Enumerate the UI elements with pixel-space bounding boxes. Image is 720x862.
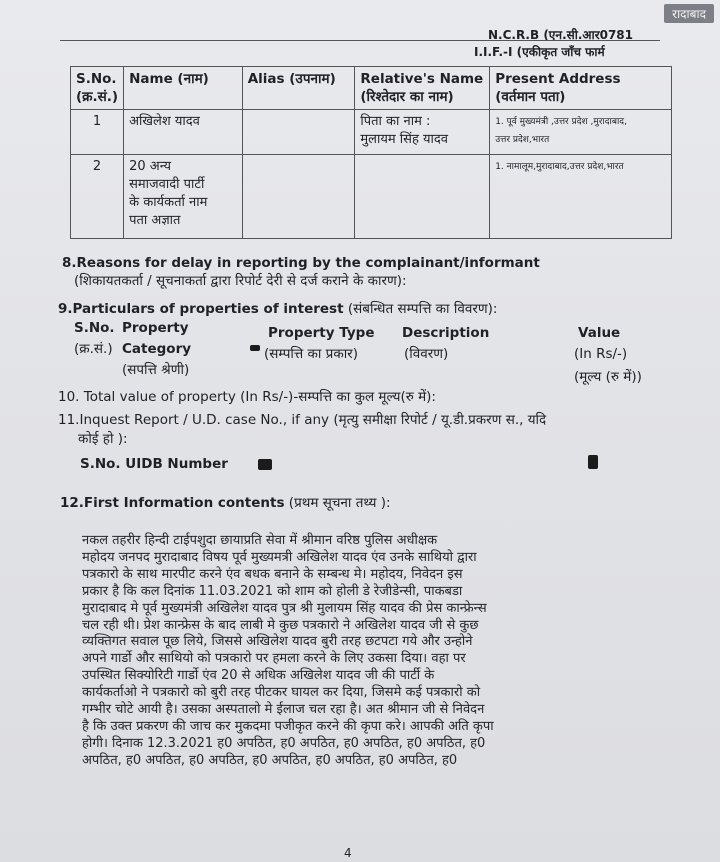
redaction-mark bbox=[250, 345, 260, 351]
sec9-col-description: Description bbox=[402, 325, 490, 341]
sec9-heading: 9.Particulars of properties of interest (संबन्धित सम्पत्ति का विवरण): bbox=[58, 301, 498, 317]
sec9-col-value-unit: (In Rs/-) bbox=[574, 346, 628, 362]
sec9-col-description-hi: (विवरण) bbox=[404, 346, 449, 362]
sec9-col-type: Property Type bbox=[268, 325, 375, 341]
sec11-line2: कोई हो ): bbox=[78, 431, 128, 447]
sec9-col-value: Value bbox=[578, 325, 621, 341]
sec9-col-sno-hi: (क्र.सं.) bbox=[74, 341, 113, 357]
sec9-col-category-2: Category bbox=[122, 341, 192, 357]
accused-table bbox=[70, 66, 672, 239]
sec9-col-value-hi: (मूल्य (रु में)) bbox=[574, 369, 642, 385]
sec12-heading: 12.First Information contents (प्रथम सूचना तथ्य ): bbox=[60, 495, 391, 511]
sec11-subheader: S.No. UIDB Number bbox=[80, 456, 228, 472]
form-label: I.I.F.-I (एकीकृत जाँच फार्म bbox=[474, 45, 605, 59]
sec9-col-category: Property bbox=[122, 320, 189, 336]
sec8-hindi: (शिकायतकर्ता / सूचनाकर्ता द्वारा रिपोर्ट देरी से दर्ज कराने के कारण): bbox=[74, 273, 407, 289]
table-header-row bbox=[71, 67, 672, 110]
col-relative: Relative's Name (रिश्तेदार का नाम) bbox=[355, 67, 490, 110]
corner-stamp: रादाबाद bbox=[664, 4, 714, 23]
page-number: 4 bbox=[344, 846, 352, 860]
fir-narrative: नकल तहरीर हिन्दी टाईपशुदा छायाप्रति सेवा में श्रीमान वरिष्ठ पुलिस अधीक्षक महोदय जनपद मुरादाबाद विषय पूर्व मुख्यमत्री अखिलेश यादव एंव उनके साथियो द्वारा पत्रकारो के साथ मारपीट करने एंव बधक बनाने के सम्बन्ध मे। महोदय, निवेदन इस प्रकार है कि कल दिनांक 11.03.2021 को शाम को होली डे रेजीडेन्सी, पाकबडा मुरादाबाद मे पूर्व मुख्यमंत्री अखिलेश यादव पुत्र श्री मुलायम सिंह यादव की प्रेस कान्फ्रेन्स चल रही थी। प्रेश कान्फ्रेस के बाद लाबी मे कुछ पत्रकारो ने अखिलेश यादव जी से कुछ व्यक्तिगत सवाल पूछ लिये, जिससे अखिलेश यादव बुरी तरह छटपटा गये और उन्होने अपने गार्डो और साथियो को पत्रकारो पर हमला करने के लिए उकसा दिया। वहा पर उपस्थित सिक्योरिटी गार्डो एंव 20 से अधिक अखिलेश यादव जी की पार्टी के कार्यकर्ताओ ने पत्रकारो को बुरी तरह पीटकर घायल कर दिया, जिसमे कई पत्रकारो को गम्भीर चोटे आयी है। उसका अस्पतालो मे ईलाज चल रहा है। अत श्रीमान जी से निवेदन है कि उक्त प्रकरण की जाच कर मुकदमा पजीकृत करने की कृपा करे। आपकी अति कृपा होगी। दिनाक 12.3.2021 ह0 अपठित, ह0 अपठित, ह0 अपठित, ह0 अपठित, ह0 अपठित, ह0 अपठित, ह0 अपठित, ह0 अपठित, ह0 अपठित, ह0 अपठित, ह0 bbox=[82, 533, 494, 768]
col-sno: S.No. (क्र.सं.) bbox=[71, 67, 124, 110]
col-address: Present Address (वर्तमान पता) bbox=[490, 67, 672, 110]
sec10-line: 10. Total value of property (In Rs/-)-सम्पत्ति का कुल मूल्य(रु में): bbox=[58, 389, 436, 405]
sec8-title: 8.Reasons for delay in reporting by the complainant/informant bbox=[62, 255, 540, 271]
sec9-col-type-hi: (सम्पत्ति का प्रकार) bbox=[264, 346, 358, 362]
table-row: 1 अखिलेश यादव पिता का नाम : मुलायम सिंह यादव 1. पूर्व मुख्यमंत्री ,उत्तर प्रदेश ,मुरादाबाद, उत्तर प्रदेश,भारत bbox=[71, 110, 672, 155]
sec9-col-category-hi: (सपत्ति श्रेणी) bbox=[122, 362, 190, 378]
redaction-mark bbox=[258, 459, 272, 470]
col-alias: Alias (उपनाम) bbox=[242, 67, 355, 110]
header-rule bbox=[60, 40, 660, 41]
table-row: 2 20 अन्य समाजवादी पार्टी के कार्यकर्ता नाम पता अज्ञात 1. नामालूम,मुरादाबाद,उत्तर प्रदेश,भारत bbox=[71, 155, 672, 239]
sec9-col-sno: S.No. bbox=[74, 320, 115, 336]
col-name: Name (नाम) bbox=[124, 67, 243, 110]
sec11-line1: 11.Inquest Report / U.D. case No., if any (मृत्यु समीक्षा रिपोर्ट / यू.डी.प्रकरण स., यदि bbox=[58, 412, 547, 428]
redaction-mark bbox=[588, 455, 598, 469]
ncrb-label: N.C.R.B (एन.सी.आर0781 bbox=[488, 28, 634, 42]
